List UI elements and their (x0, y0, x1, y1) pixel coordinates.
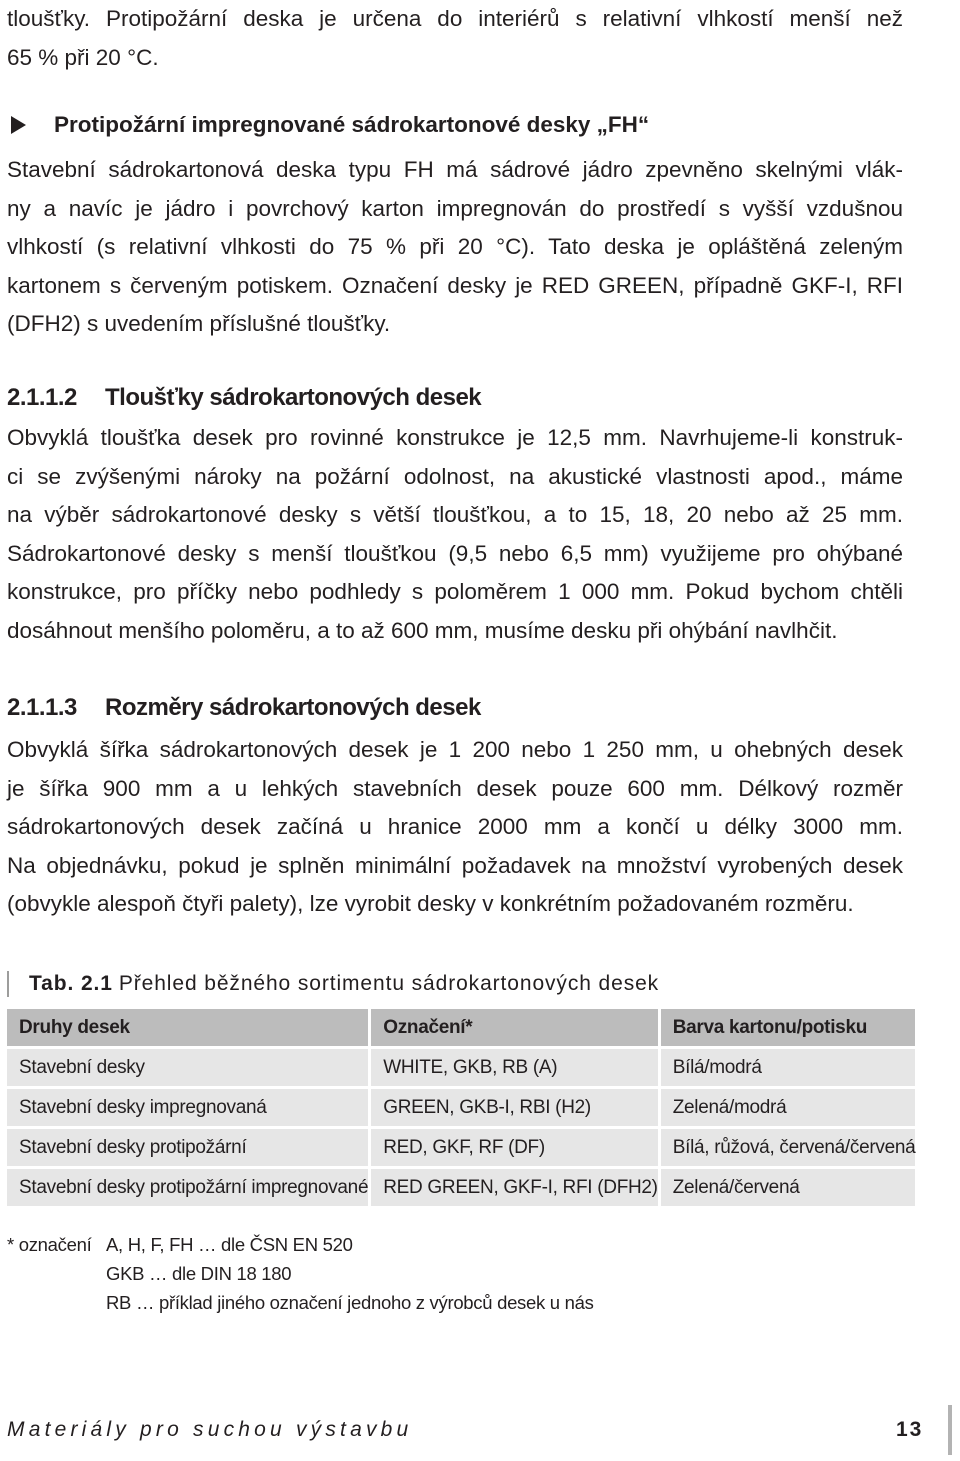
table-cell: Stavební desky protipožární (7, 1129, 368, 1166)
paragraph-line: Obvyklá šířka sádrokartonových desek je 1 200 nebo 1 250 mm, u ohebných desek (7, 737, 903, 762)
table-cell: Zelená/červená (658, 1169, 916, 1206)
table-caption (7, 968, 659, 1000)
table-cell: WHITE, GKB, RB (A) (368, 1049, 658, 1086)
note-text: GKB … dle DIN 18 180 (106, 1263, 292, 1284)
table-cell: Bílá/modrá (658, 1049, 916, 1086)
table-cell: GREEN, GKB-I, RBI (H2) (368, 1089, 658, 1126)
note-spacer (7, 1259, 106, 1288)
table-header-cell: Označení* (368, 1009, 658, 1046)
table-row (7, 1089, 915, 1126)
table-row (7, 1169, 915, 1206)
paragraph-line: sádrokartonových desek začíná u hranice 2000 mm a končí u délky 3000 mm. (7, 814, 903, 839)
table-cell: RED, GKF, RF (DF) (368, 1129, 658, 1166)
caption-accent-bar (7, 971, 9, 997)
paragraph-line: tloušťky. Protipožární deska je určena do interiérů s relativní vlhkostí menší než (7, 6, 903, 31)
table-cell: Stavební desky impregnovaná (7, 1089, 368, 1126)
paragraph-line: ci se zvýšenými nároky na požární odolnost, na akustické vlastnosti apod., máme (7, 463, 903, 489)
paragraph-line: vlhkostí (s relativní vlhkosti do 75 % při 20 °C). Tato deska je opláštěná zeleným (7, 234, 903, 259)
note-row (7, 1288, 594, 1317)
note-text: RB … příklad jiného označení jednoho z výrobců desek u nás (106, 1292, 594, 1313)
table-cell: Zelená/modrá (658, 1089, 916, 1126)
paragraph-line: (obvykle alespoň čtyři palety), lze vyrobit desky v konkrétním požadovaném rozměru. (7, 891, 854, 916)
table-cell: RED GREEN, GKF-I, RFI (DFH2) (368, 1169, 658, 1206)
paragraph-line: 65 % při 20 °C. (7, 44, 159, 70)
paragraph-line: konstrukce, pro příčky nebo podhledy s poloměrem 1 000 mm. Pokud bychom chtěli (7, 579, 903, 604)
section-number: 2.1.1.2 (7, 384, 77, 411)
table-header-row (7, 1009, 915, 1046)
note-row (7, 1230, 594, 1259)
paragraph-line: ny a navíc je jádro i povrchový karton impregnován do prostředí s vyšší vzdušnou (7, 195, 903, 221)
footer-accent-bar (948, 1405, 952, 1455)
paragraph-line: Sádrokartonové desky s menší tloušťkou (9,5 nebo 6,5 mm) využijeme pro ohýbané (7, 540, 903, 566)
section-title: Rozměry sádrokartonových desek (105, 694, 481, 721)
table-notes (7, 1230, 594, 1317)
table-caption-label: Tab. 2.1 (29, 972, 113, 995)
note-spacer (7, 1288, 106, 1317)
section-title: Tloušťky sádrokartonových desek (105, 384, 482, 411)
paragraph-line: kartonem s červeným potiskem. Označení desky je RED GREEN, případně GKF-I, RFI (7, 272, 903, 298)
paragraph-line: Stavební sádrokartonová deska typu FH má sádrové jádro zpevněno skelnými vlák- (7, 157, 903, 182)
note-label: * označení (7, 1234, 92, 1255)
page-number: 13 (896, 1418, 924, 1441)
thickness-paragraph (7, 419, 903, 650)
table-cell: Bílá, růžová, červená/červená (658, 1129, 916, 1166)
table-header-cell: Barva kartonu/potisku (658, 1009, 916, 1046)
table-row (7, 1049, 915, 1086)
paragraph-line: (DFH2) s uvedením příslušné tloušťky. (7, 311, 391, 336)
note-text: A, H, F, FH … dle ČSN EN 520 (106, 1234, 353, 1255)
paragraph-line: Na objednávku, pokud je splněn minimální požadavek na množství vyrobených desek (7, 852, 903, 878)
fh-section-title (7, 112, 649, 138)
paragraph-line: je šířka 900 mm a u lehkých stavebních desek pouze 600 mm. Délkový rozměr (7, 775, 903, 801)
paragraph-line: na výběr sádrokartonové desky s větší tloušťkou, a to 15, 18, 20 nebo až 25 mm. (7, 502, 903, 527)
table-caption-text: Přehled běžného sortimentu sádrokartonových desek (118, 972, 660, 995)
section-heading-thickness (7, 384, 481, 412)
paragraph-line: dosáhnout menšího poloměru, a to až 600 mm, musíme desku při ohýbání navlhčit. (7, 617, 838, 643)
table-cell: Stavební desky (7, 1049, 368, 1086)
triangle-bullet-icon (11, 116, 26, 134)
table-cell: Stavební desky protipožární impregnované (7, 1169, 368, 1206)
table-header-cell: Druhy desek (7, 1009, 368, 1046)
table-row (7, 1129, 915, 1166)
fh-title-text: Protipožární impregnované sádrokartonové desky „FH“ (54, 112, 650, 137)
dimensions-paragraph (7, 731, 903, 924)
board-assortment-table (7, 1006, 915, 1209)
footer-book-title: Materiály pro suchou výstavbu (7, 1418, 413, 1441)
section-heading-dimensions (7, 694, 481, 722)
note-row (7, 1259, 594, 1288)
section-number: 2.1.1.3 (7, 694, 77, 721)
fh-paragraph (7, 151, 903, 344)
paragraph-line: Obvyklá tloušťka desek pro rovinné konstrukce je 12,5 mm. Navrhujeme-li konstruk- (7, 425, 903, 450)
intro-paragraph (7, 0, 903, 77)
